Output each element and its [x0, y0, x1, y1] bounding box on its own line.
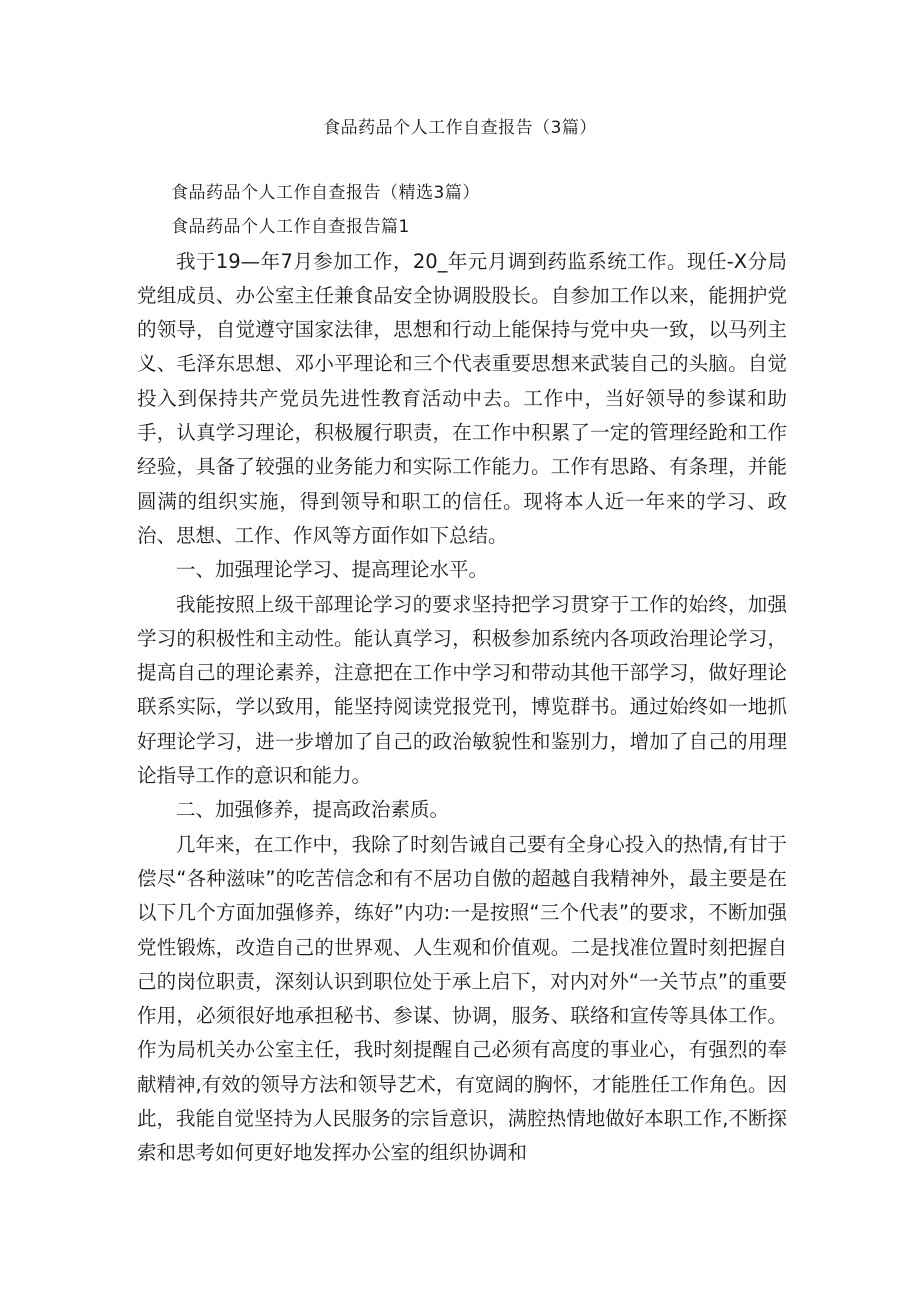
section-heading-1: 一、加强理论学习、提高理论水平。 [176, 558, 489, 582]
paragraph: 我于19—年7月参加工作，20_年元月调到药监系统工作。现任-X分局党组成员、办公室主任兼食品安全协调股股长。自参加工作以来，能拥护党的领导，自觉遵守国家法律，思想和行动上能保持与党中央一致，以马列主义、毛泽东思想、邓小平理论和三个代表重要思想来武装自己的头脑。自觉投入到保持共产党员先进性教育活动中去。工作中，当好领导的参谋和助手，认真学习理论，积极履行职责，在工作中积累了一定的管理经跄和工作经验，具备了较强的业务能力和实际工作能力。工作有思路、有条理，并能圆满的组织实施，得到领导和职工的信任。现将本人近一年来的学习、政治、思想、工作、作风等方面作如下总结。 [137, 249, 787, 547]
document-body [137, 176, 787, 1171]
paragraph: 几年来，在工作中，我除了时刻告诫自己要有全身心投入的热情,有甘于偿尽“各种滋味”的吃苦信念和有不居功自傲的超越自我精神外，最主要是在以下几个方面加强修养，练好”内功:一是按照“三个代表”的要求，不断加强党性锻炼，改造自己的世界观、人生观和价值观。二是找准位置时刻把握自己的岗位职责，深刻认识到职位处于承上启下，对内对外“一关节点”的重要作用，必须很好地承担秘书、参谋、协调，服务、联络和宣传等具体工作。作为局机关办公室主任，我时刻提醒自己必须有高度的事业心，有强烈的奉献精神,有效的领导方法和领导艺术，有宽阔的胸怀，才能胜任工作角色。因此，我能自觉坚持为人民服务的宗旨意识，满腔热情地做好本职工作,不断探索和思考如何更好地发挥办公室的组织协调和 [137, 832, 787, 1165]
document-title: 食品药品个人工作自查报告（3篇） [323, 118, 597, 138]
section-title: 食品药品个人工作自查报告篇1 [171, 217, 410, 238]
document-subtitle: 食品药品个人工作自查报告（精选3篇） [171, 183, 480, 203]
section-heading-2: 二、加强修养，提高政治素质。 [176, 798, 450, 822]
paragraph: 我能按照上级干部理论学习的要求坚持把学习贯穿于工作的始终，加强学习的积极性和主动性。能认真学习，积极参加系统内各项政治理论学习，提高自己的理论素养，注意把在工作中学习和带动其他干部学习，做好理论联系实际，学以致用，能坚持阅读党报党刊，博览群书。通过始终如一地抓好理论学习，进一步增加了自己的政治敏貌性和鉴别力，增加了自己的用理论指导工作的意识和能力。 [137, 592, 787, 788]
